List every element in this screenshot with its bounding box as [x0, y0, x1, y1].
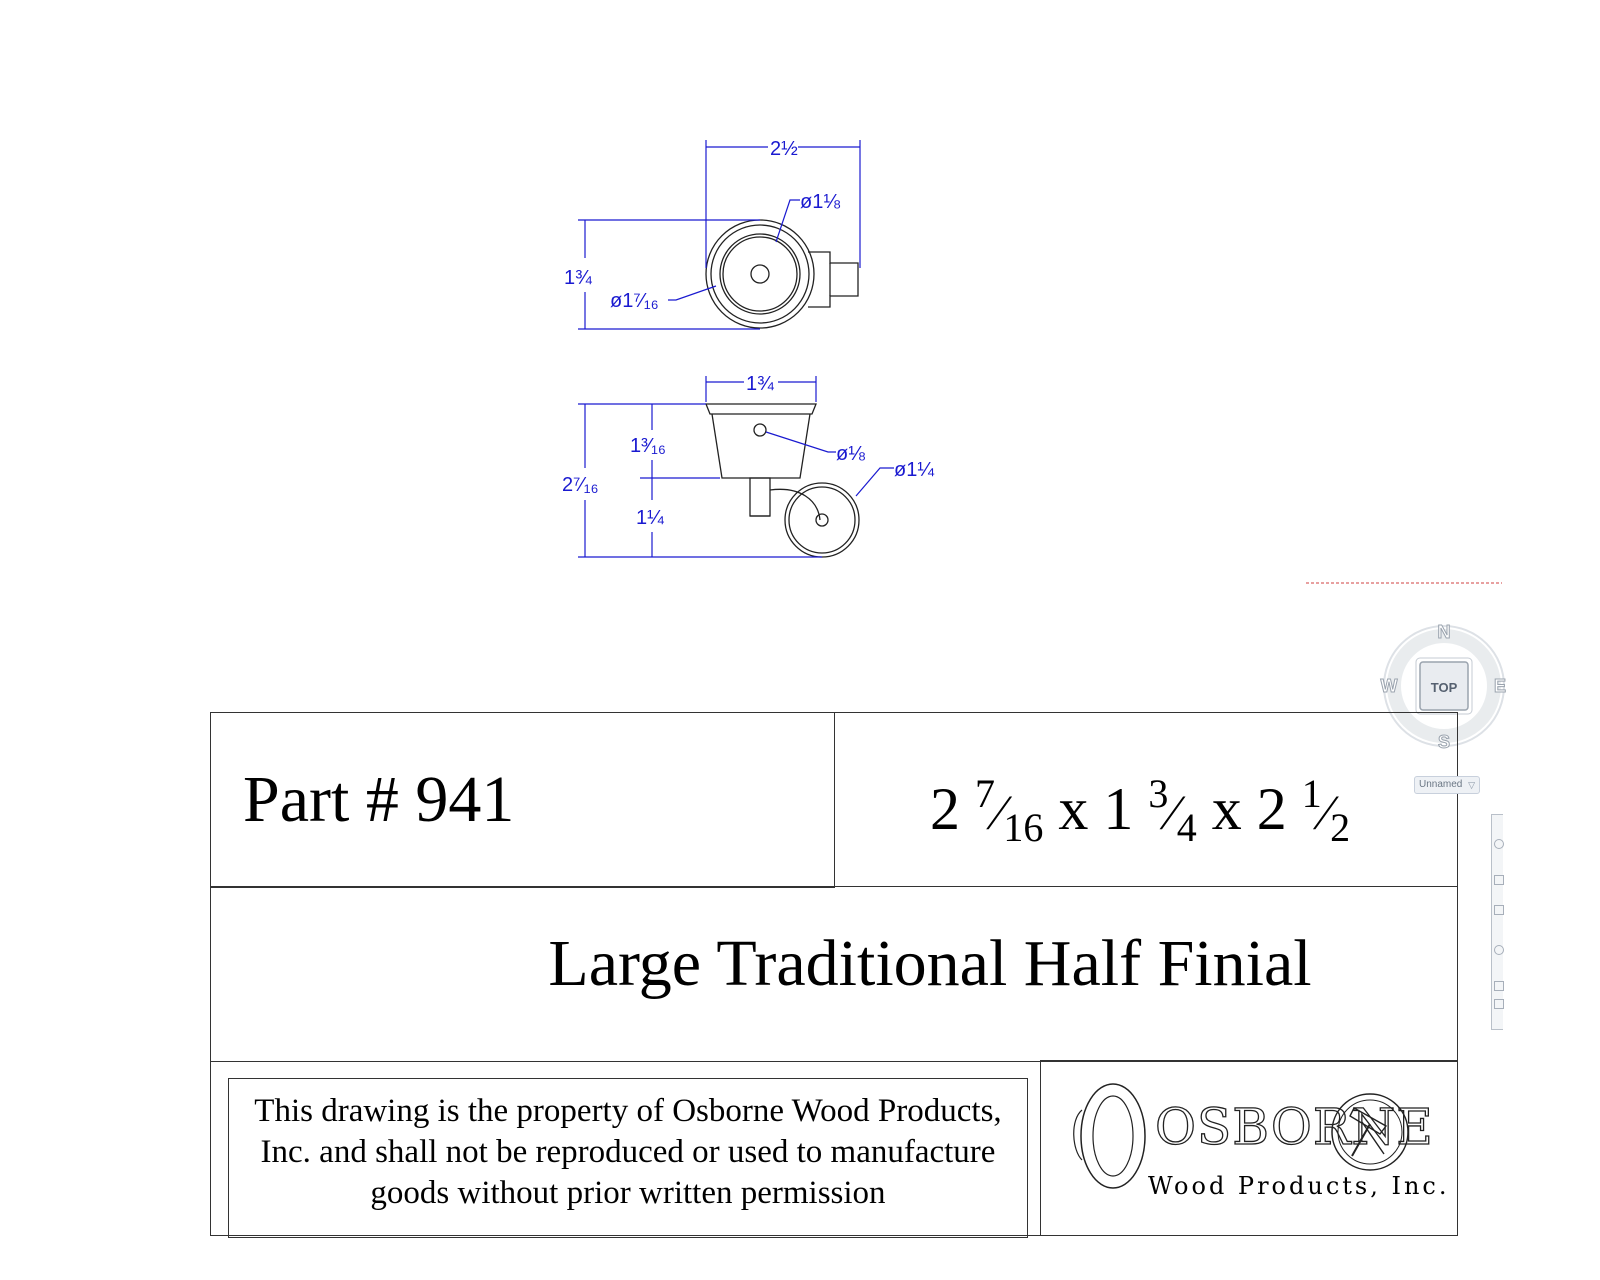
- top-height-dim: 1¾: [564, 267, 592, 289]
- front-wheel-diameter: ø1¼: [894, 459, 935, 481]
- front-top-width-dim: 1¾: [746, 373, 774, 395]
- overall-dimensions: 2 $^7⁄_{16}$ x 1 $^3⁄_4$ x 2 $^1⁄_2$: [930, 771, 1351, 850]
- top-view: [564, 138, 860, 329]
- front-view-wheel: [785, 483, 859, 557]
- navcube-north[interactable]: N: [1437, 622, 1451, 642]
- disclaimer-text: This drawing is the property of Osborne Wood Products, Inc. and shall not be reproduced or used to manufacture goods without prior written permission: [228, 1078, 1028, 1238]
- top-view-inner-circle: [720, 234, 800, 314]
- front-wheel-height-dim: 1¼: [636, 507, 664, 529]
- front-cup-height-dim: 1³⁄₁₆: [630, 435, 666, 457]
- showmotion-icon[interactable]: [1494, 981, 1504, 991]
- zoom-extents-icon[interactable]: [1494, 905, 1504, 915]
- front-view-stem: [750, 478, 770, 516]
- navigation-bar[interactable]: [1491, 814, 1503, 1030]
- part-number: Part # 941: [243, 763, 515, 836]
- navcube-east[interactable]: E: [1493, 676, 1507, 696]
- top-inner-diameter: ø1⅛: [800, 191, 841, 213]
- orbit-icon[interactable]: [1494, 945, 1504, 955]
- top-view-outer-circle: [706, 220, 814, 328]
- top-view-inner-ring: [723, 237, 797, 311]
- top-outer-diameter: ø1⁷⁄₁₆: [610, 290, 659, 312]
- top-view-outer-ring: [711, 225, 809, 323]
- front-view-hole: [754, 424, 766, 436]
- logo-subtitle: Wood Products, Inc.: [1148, 1172, 1450, 1200]
- front-hole-diameter: ø⅛: [836, 443, 865, 465]
- front-view-cup-rim: [706, 404, 816, 414]
- top-view-mount: [808, 252, 858, 307]
- full-navigation-wheel-icon[interactable]: [1494, 839, 1504, 849]
- part-title: Large Traditional Half Finial: [548, 927, 1312, 1000]
- top-width-dim: 2½: [770, 138, 798, 160]
- chevron-down-icon: ▽: [1468, 780, 1475, 790]
- play-icon[interactable]: [1494, 999, 1504, 1009]
- view-name-dropdown[interactable]: Unnamed ▽: [1414, 776, 1480, 794]
- front-overall-height-dim: 2⁷⁄₁₆: [562, 474, 599, 496]
- navcube-west[interactable]: W: [1380, 676, 1398, 696]
- front-view: [562, 373, 934, 557]
- navcube-south[interactable]: S: [1437, 732, 1451, 752]
- top-view-center-hole: [751, 265, 769, 283]
- navcube-face-label: TOP: [1430, 680, 1458, 695]
- pan-icon[interactable]: [1494, 875, 1504, 885]
- logo-name: OSBORNE: [1155, 1098, 1434, 1156]
